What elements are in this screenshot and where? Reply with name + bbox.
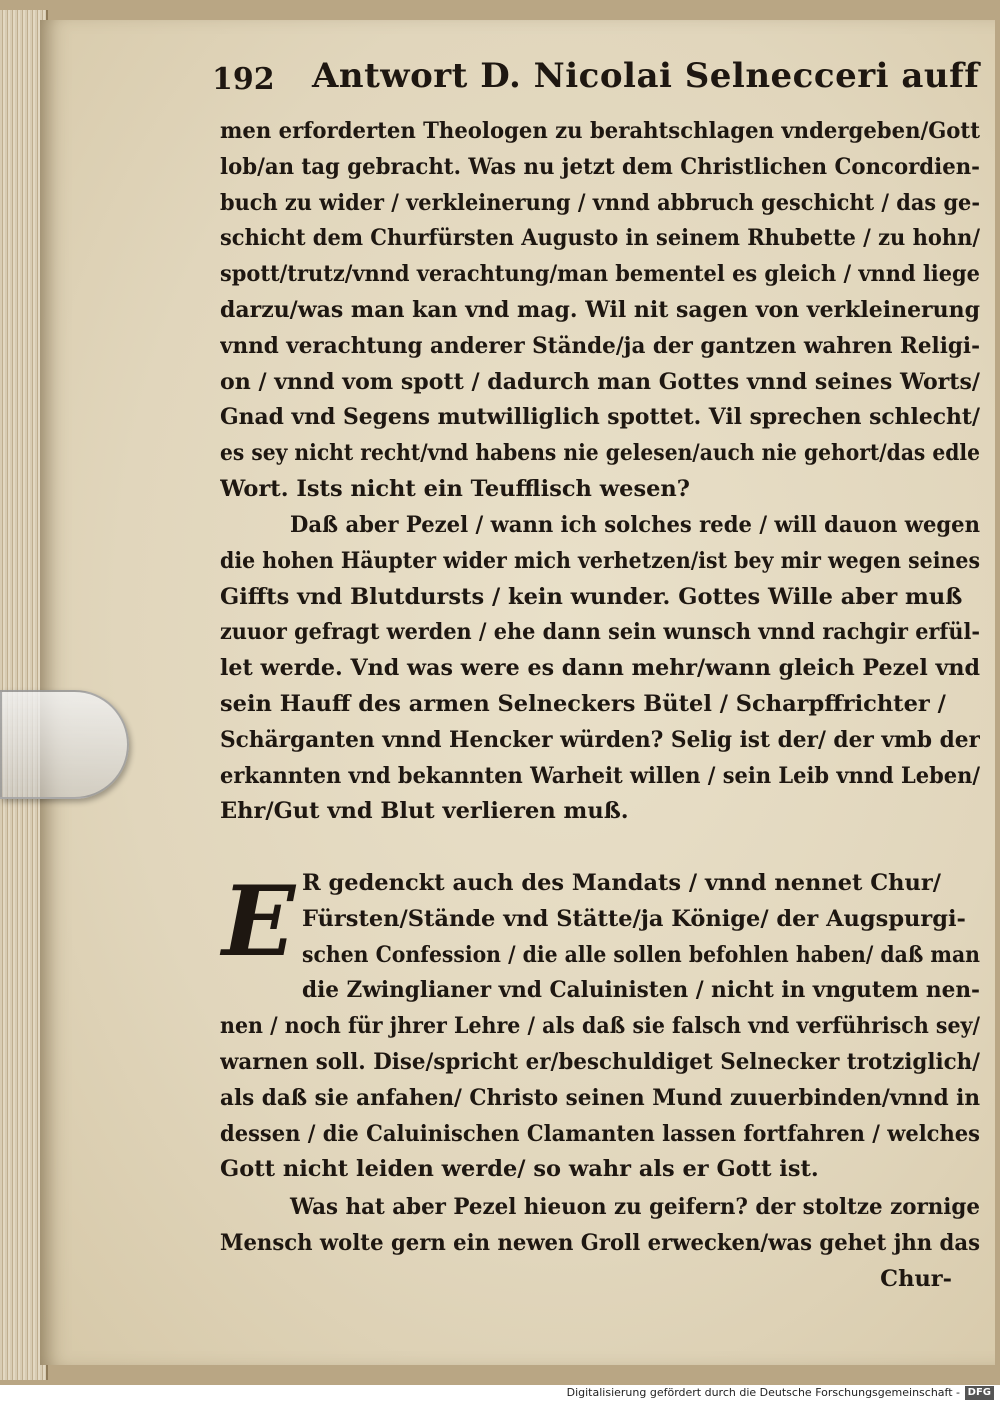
text-line: let werde. Vnd was were es dann mehr/wann gleich Pezel vnd [220, 655, 980, 682]
text-line: schen Confession / die alle sollen befohlen haben/ daß man [302, 941, 980, 968]
text-line: lob/an tag gebracht. Was nu jetzt dem Christlichen Concordien- [220, 153, 980, 180]
text-line: R gedenckt auch des Mandats / vnnd nennet Chur/ [302, 870, 941, 896]
text-line: schicht dem Churfürsten Augusto in seinem Rhubette / zu hohn/ [220, 225, 980, 252]
text-line: Daß aber Pezel / wann ich solches rede / will dauon wegen [290, 512, 980, 538]
text-line: Gott nicht leiden werde/ so wahr als er Gott ist. [220, 1156, 819, 1183]
page-header [212, 56, 980, 104]
paragraph-2 [220, 508, 980, 830]
dfg-logo: DFG [965, 1386, 994, 1400]
paragraph-1 [220, 114, 980, 508]
text-line: Mensch wolte gern ein newen Groll erwecken/was gehet jhn das [220, 1229, 980, 1256]
decorated-initial: E [222, 865, 296, 978]
text-line: darzu/was man kan vnd mag. Wil nit sagen von verkleinerung [220, 296, 980, 323]
page-clip [0, 690, 129, 799]
text-line: sein Hauff des armen Selneckers Bütel / Scharpffrichter / [220, 690, 946, 717]
text-line: dessen / die Caluinischen Clamanten lassen fortfahren / welches [220, 1120, 980, 1147]
text-line: als daß sie anfahen/ Christo seinen Mund zuuerbinden/vnnd in [220, 1084, 980, 1111]
text-line: Was hat aber Pezel hieuon zu geifern? der stoltze zornige [290, 1194, 980, 1220]
text-line: warnen soll. Dise/spricht er/beschuldiget Selnecker trotziglich/ [220, 1048, 980, 1075]
running-title: Antwort D. Nicolai Selnecceri auff [312, 56, 980, 96]
paragraph-3 [220, 866, 980, 1188]
text-line: vnnd verachtung anderer Stände/ja der gantzen wahren Religi- [220, 332, 980, 359]
text-line: zuuor gefragt werden / ehe dann sein wunsch vnnd rachgir erfül- [220, 619, 980, 646]
text-line: nen / noch für jhrer Lehre / als daß sie falsch vnd verführisch sey/ [220, 1013, 980, 1040]
text-line: die Zwinglianer vnd Caluinisten / nicht in vngutem nen- [302, 977, 980, 1004]
footer-credit: Digitalisierung gefördert durch die Deutsche Forschungsgemeinschaft - [566, 1386, 960, 1399]
text-line: Fürsten/Stände vnd Stätte/ja Könige/ der Augspurgi- [302, 905, 966, 932]
text-line: men erforderten Theologen zu berahtschlagen vndergeben/Gott [220, 118, 980, 144]
text-line: buch zu wider / verkleinerung / vnnd abbruch geschicht / das ge- [220, 189, 980, 216]
text-line: Wort. Ists nicht ein Teufflisch wesen? [220, 475, 690, 502]
text-line: die hohen Häupter wider mich verhetzen/ist bey mir wegen seines [220, 547, 980, 574]
text-line: es sey nicht recht/vnd habens nie gelesen/auch nie gehort/das edle [220, 440, 980, 467]
text-line: on / vnnd vom spott / dadurch man Gottes vnnd seines Worts/ [220, 368, 980, 395]
text-line: spott/trutz/vnnd verachtung/man bementel es gleich / vnnd liege [220, 261, 980, 288]
footer-bar [0, 1385, 1000, 1402]
text-line: Giffts vnd Blutdursts / kein wunder. Gottes Wille aber muß [220, 583, 963, 610]
text-line: erkannten vnd bekannten Warheit willen / sein Leib vnnd Leben/ [220, 762, 980, 789]
text-line: Schärganten vnnd Hencker würden? Selig ist der/ der vmb der [220, 726, 980, 753]
paragraph-4 [220, 1190, 980, 1297]
page-number: 192 [212, 62, 275, 97]
text-line: Gnad vnd Segens mutwilliglich spottet. Vil sprechen schlecht/ [220, 404, 980, 431]
catchword: Chur- [880, 1265, 952, 1292]
text-line: Ehr/Gut vnd Blut verlieren muß. [220, 798, 629, 825]
